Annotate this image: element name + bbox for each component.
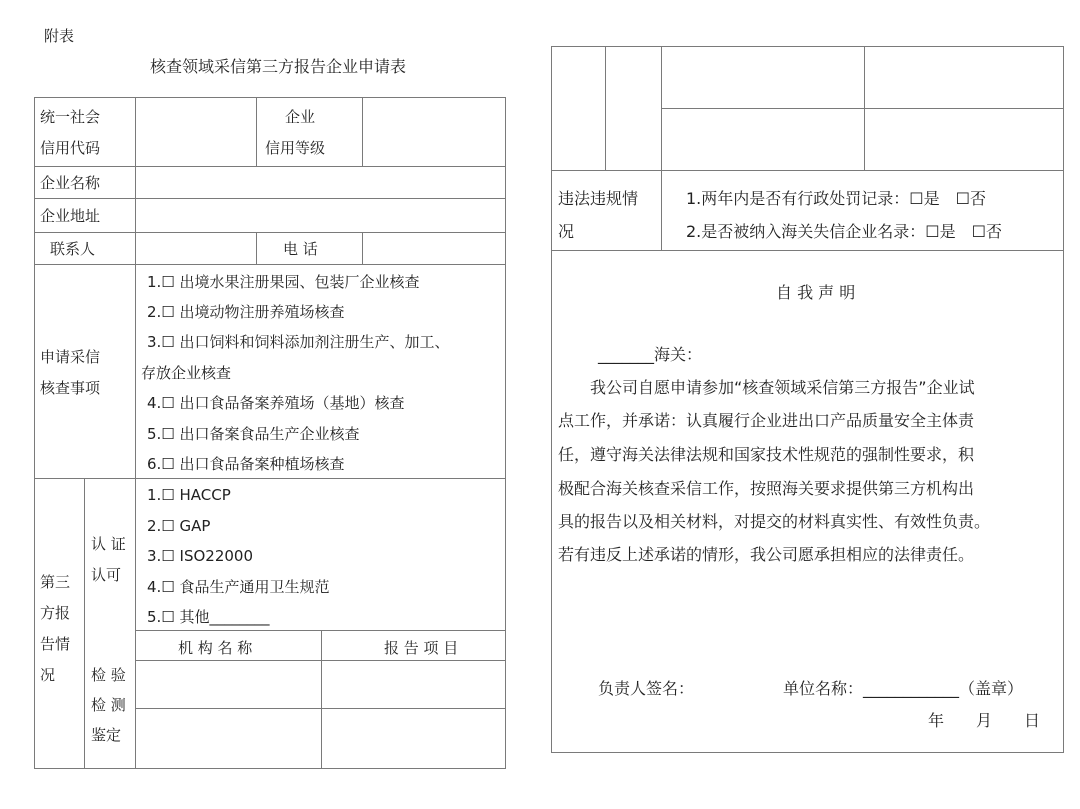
inspection-item: 5.☐ 出口备案食品生产企业核查 (147, 425, 360, 443)
inspection-item: 2.☐ 出境动物注册养殖场核查 (147, 303, 345, 321)
attachment-label: 附表 (44, 27, 75, 45)
third-party-label: 第三 (40, 573, 71, 591)
inspection-item: 6.☐ 出口食品备案种植场核查 (147, 455, 345, 473)
inspection-item: 3.☐ 出口饲料和饲料添加剂注册生产、加工、 (147, 333, 450, 351)
violation-label-1: 违法违规情 (558, 189, 639, 208)
declaration-addressee: _______海关： (598, 345, 703, 364)
testing-label: 鉴定 (91, 726, 122, 744)
certification-item: 3.☐ ISO22000 (147, 547, 253, 565)
certification-label: 认 证 (91, 535, 126, 553)
phone-label: 电 话 (283, 240, 318, 258)
declaration-line: 我公司自愿申请参加“核查领域采信第三方报告”企业试 (558, 378, 975, 397)
testing-label: 检 验 (91, 666, 126, 684)
declaration-title: 自 我 声 明 (776, 283, 856, 302)
violation-label-2: 况 (558, 222, 575, 241)
certification-item: 4.☐ 食品生产通用卫生规范 (147, 578, 330, 596)
violation-question-2: 2.是否被纳入海关失信企业名录：☐是 ☐否 (686, 222, 1002, 241)
declaration-line: 极配合海关核查采信工作，按照海关要求提供第三方机构出 (558, 479, 975, 498)
inspection-item: 4.☐ 出口食品备案养殖场（基地）核查 (147, 394, 405, 412)
inspection-item: 1.☐ 出境水果注册果园、包装厂企业核查 (147, 273, 420, 291)
certification-item: 2.☐ GAP (147, 517, 211, 535)
certification-item: 1.☐ HACCP (147, 486, 231, 504)
third-party-label: 告情 (40, 635, 71, 653)
inspection-item: 存放企业核查 (141, 364, 232, 382)
contact-label: 联系人 (50, 240, 96, 258)
inspection-label-2: 核查事项 (40, 379, 101, 397)
certification-item: 5.☐ 其他________ (147, 608, 270, 626)
form-title: 核查领域采信第三方报告企业申请表 (150, 57, 407, 76)
third-party-label: 方报 (40, 604, 71, 622)
declaration-line: 具的报告以及相关材料，对提交的材料真实性、有效性负责。 (558, 512, 991, 531)
declaration-line: 任，遵守海关法律法规和国家技术性规范的强制性要求，积 (558, 445, 975, 464)
credit-code-label-1: 统一社会 (40, 108, 101, 126)
signature-label: 负责人签名： (598, 679, 695, 698)
org-name-header: 机 构 名 称 (178, 639, 253, 657)
report-item-header: 报 告 项 目 (384, 639, 459, 657)
declaration-line: 点工作，并承诺：认真履行企业进出口产品质量安全主体责 (558, 411, 975, 430)
violation-question-1: 1.两年内是否有行政处罚记录：☐是 ☐否 (686, 189, 986, 208)
credit-code-label-2: 信用代码 (40, 139, 101, 157)
third-party-label: 况 (40, 666, 56, 684)
declaration-line: 若有违反上述承诺的情形，我公司愿承担相应的法律责任。 (558, 545, 975, 564)
date-line: 年 月 日 (928, 711, 1041, 730)
unit-name-label: 单位名称：____________（盖章） (783, 679, 1024, 698)
company-name-label: 企业名称 (40, 174, 101, 192)
company-address-label: 企业地址 (40, 207, 101, 225)
inspection-label-1: 申请采信 (40, 348, 101, 366)
credit-level-label-1: 企业 (285, 108, 316, 126)
credit-level-label-2: 信用等级 (265, 139, 326, 157)
testing-label: 检 测 (91, 696, 126, 714)
certification-label: 认可 (91, 566, 122, 584)
